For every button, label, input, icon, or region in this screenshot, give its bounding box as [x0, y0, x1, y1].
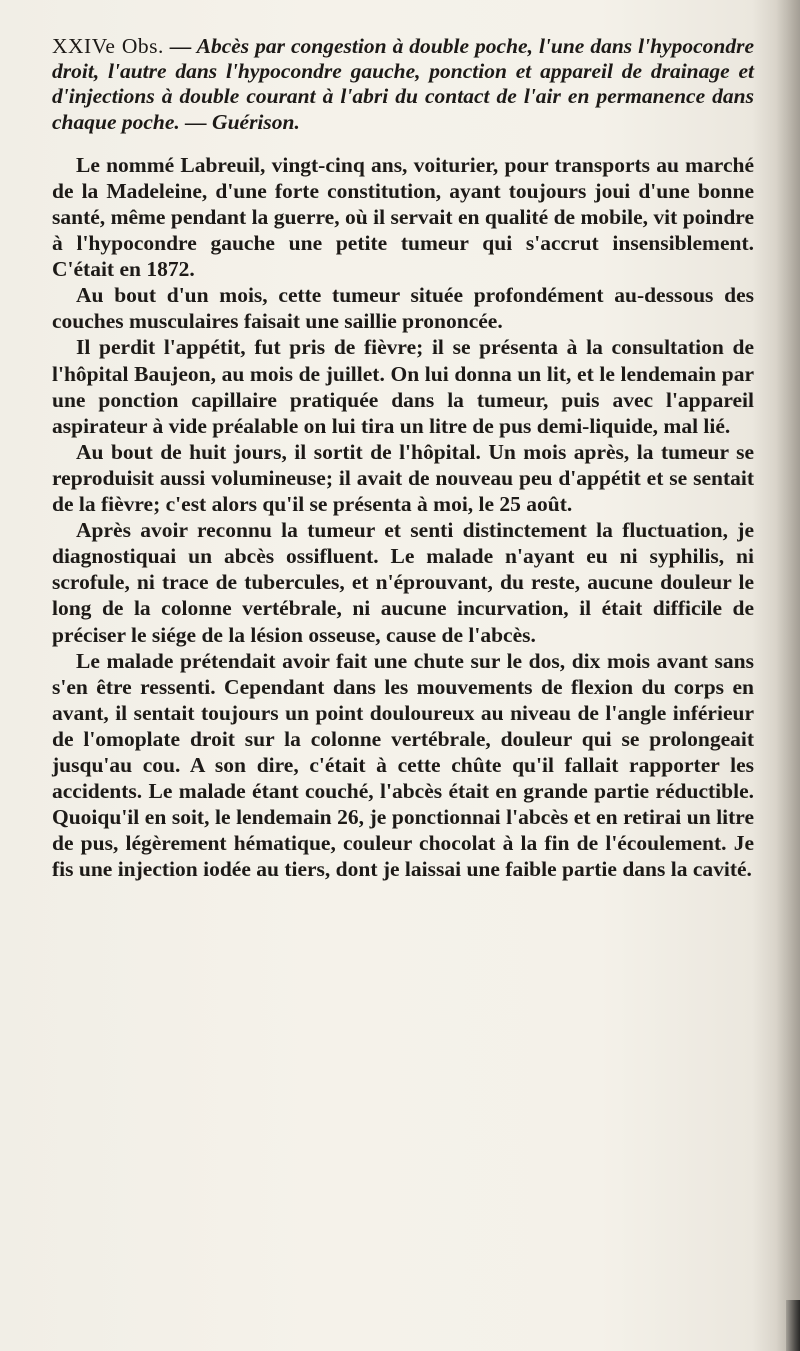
- document-text: [52, 34, 754, 882]
- page-binding-edge: [776, 0, 800, 1351]
- paragraph: Le malade prétendait avoir fait une chute sur le dos, dix mois avant sans s'en être ressenti. Cependant dans les mouvements de flexion du corps en avant, il sentait toujours un point douloureux au niveau de l'angle inférieur de l'omoplate droit sur la colonne vertébrale, douleur qui se prolongeait jusqu'au cou. A son dire, c'était à cette chûte qu'il fallait rapporter les accidents. Le malade étant couché, l'abcès était en grande partie réductible. Quoiqu'il en soit, le lendemain 26, je ponctionnai l'abcès et en retirai un litre de pus, légèrement hématique, couleur chocolat à la fin de l'écoulement. Je fis une injection iodée au tiers, dont je laissai une faible partie dans la cavité.: [52, 648, 754, 882]
- paragraph: Au bout d'un mois, cette tumeur située profondément au-dessous des couches musculaires faisait une saillie prononcée.: [52, 283, 754, 334]
- observation-title: [52, 34, 754, 135]
- paragraph: Le nommé Labreuil, vingt-cinq ans, voiturier, pour transports au marché de la Madeleine, d'une forte constitution, ayant toujours joui d'une bonne santé, même pendant la guerre, où il servait en qualité de mobile, vit poindre à l'hypocondre gauche une petite tumeur qui s'accrut insensiblement. C'était en 1872.: [52, 152, 754, 282]
- paragraph: Au bout de huit jours, il sortit de l'hôpital. Un mois après, la tumeur se reproduisit aussi volumineuse; il avait de nouveau peu d'appétit et se sentait de la fièvre; c'est alors qu'il se présenta à moi, le 25 août.: [52, 439, 754, 517]
- paragraph: Après avoir reconnu la tumeur et senti distinctement la fluctuation, je diagnostiquai un abcès ossifluent. Le malade n'ayant eu ni syphilis, ni scrofule, ni trace de tubercules, et n'éprouvant, du reste, aucune douleur le long de la colonne vertébrale, ni aucune incurvation, il était difficile de préciser le siége de la lésion osseuse, cause de l'abcès.: [52, 518, 754, 647]
- paragraph: Il perdit l'appétit, fut pris de fièvre; il se présenta à la consultation de l'hôpital Baujeon, au mois de juillet. On lui donna un lit, et le lendemain par une ponction capillaire pratiquée dans la tumeur, puis avec l'appareil aspirateur à vide préalable on lui tira un litre de pus demi-liquide, mal lié.: [52, 335, 754, 438]
- observation-heading: — Abcès par congestion à double poche, l'une dans l'hypocondre droit, l'autre dans l'hypocondre gauche, ponction et appareil de drainage et d'injections à double courant à l'abri du contact de l'air en permanence dans chaque poche. — Guérison.: [52, 34, 755, 134]
- page-corner-shadow: [786, 1300, 800, 1351]
- observation-number: XXIVe Obs.: [52, 34, 164, 58]
